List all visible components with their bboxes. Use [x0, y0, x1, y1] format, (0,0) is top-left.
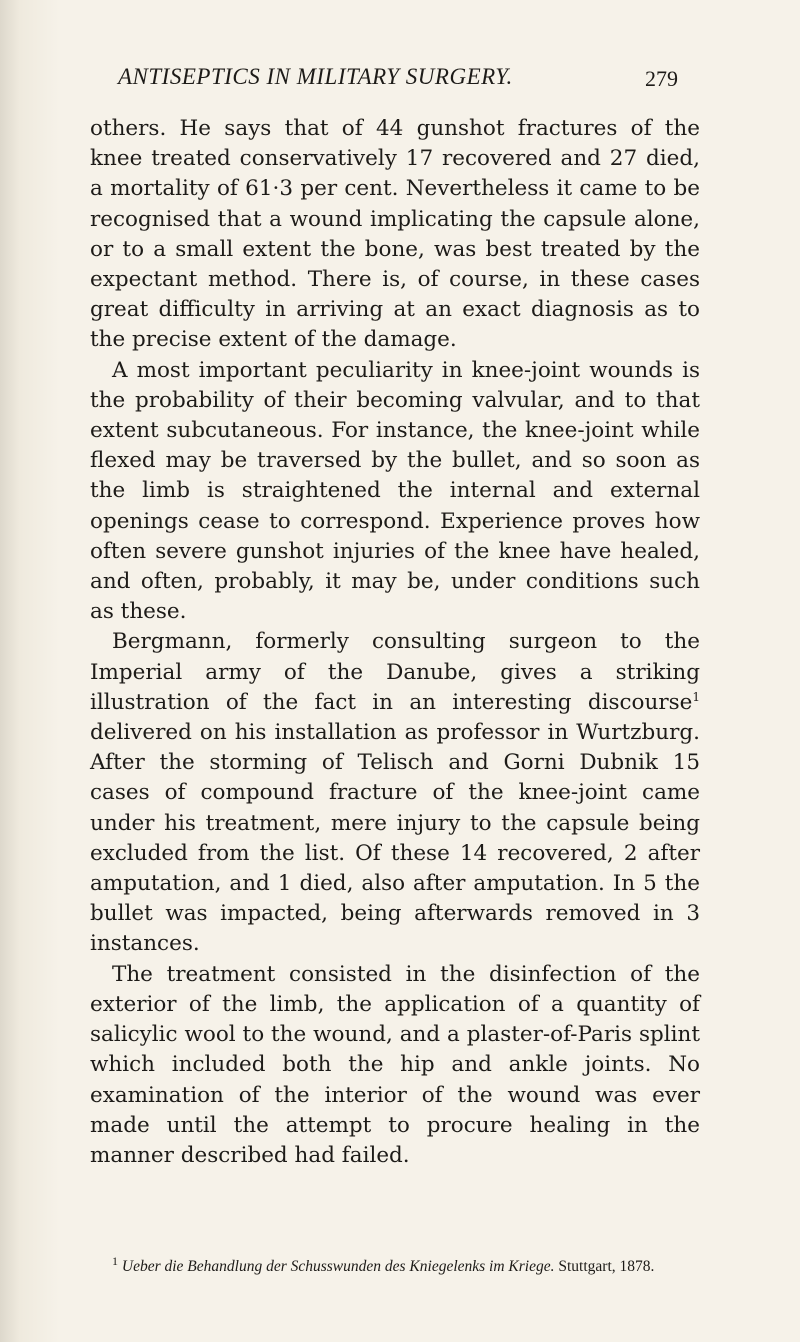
paragraph-1: others. He says that of 44 gunshot fractures of the knee treated conservatively 17 recovered and 27 died, a mortality of 61·3 per cent. Nevertheless it came to be recognised that a wound implicating the capsule alone, or to a small extent the bone, was best treated by the expectant method. There is, of course, in these cases great difficulty in arriving at an exact diagnosis as to the precise extent of the damage.	[90, 116, 700, 353]
footnote-title: Ueber die Behandlung der Schusswunden des Kniegelenks im Kriege.	[121, 1258, 555, 1275]
page-header	[118, 64, 678, 104]
paragraph-3	[90, 627, 700, 959]
paragraph-3-text-b: delivered on his installation as professor in Wurtzburg. After the storming of Telisch and Gorni Dubnik 15 cases of compound fracture of the knee-joint came under his treatment, mere injury to the capsule being excluded from the list. Of these 14 recovered, 2 after amputation, and 1 died, also after amputation. In 5 the bullet was impacted, being afterwards removed in 3 instances.	[90, 720, 700, 957]
paragraph-3-text-a: Bergmann, formerly consulting surgeon to the Imperial army of the Danube, gives a striking illustration of the fact in an interesting discourse	[90, 629, 700, 715]
body-text	[90, 114, 700, 1171]
paragraph-4: The treatment consisted in the disinfection of the exterior of the limb, the application of a quantity of salicylic wool to the wound, and a plaster-of-Paris splint which included both the hip and ankle joints. No examination of the interior of the wound was ever made until the attempt to procure healing in the manner described had failed.	[90, 961, 700, 1168]
running-head: ANTISEPTICS IN MILITARY SURGERY.	[118, 64, 513, 89]
footnote-mark: 1	[112, 1253, 118, 1268]
footnote-reference[interactable]: 1	[692, 689, 700, 704]
footnote	[90, 1253, 700, 1278]
page-number: 279	[645, 66, 678, 91]
footnote-publication: Stuttgart, 1878.	[558, 1258, 655, 1275]
paragraph-2: A most important peculiarity in knee-joint wounds is the probability of their becoming valvular, and to that extent subcutaneous. For instance, the knee-joint while flexed may be traversed by the bullet, and so soon as the limb is straightened the internal and external openings cease to correspond. Experience proves how often severe gunshot injuries of the knee have healed, and often, probably, it may be, under conditions such as these.	[90, 357, 700, 625]
